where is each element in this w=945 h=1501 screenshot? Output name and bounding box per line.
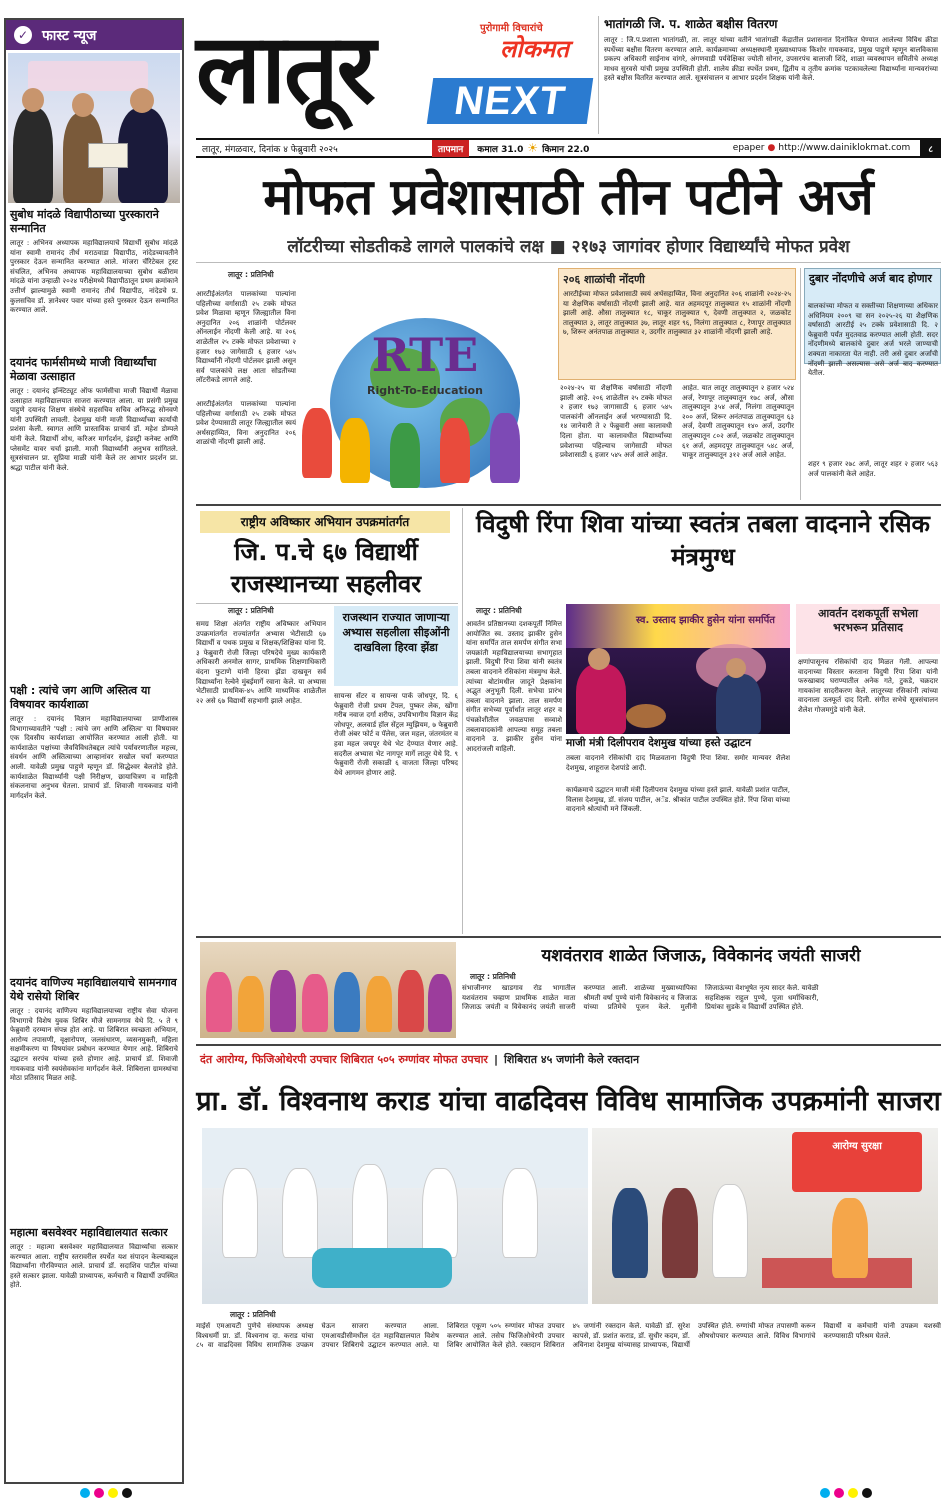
- cmyk-magenta: [94, 1488, 104, 1498]
- schools-box-title: २०६ शाळांची नोंदणी: [563, 273, 645, 286]
- doctor-3: [352, 1164, 388, 1260]
- kid-3: [390, 423, 420, 488]
- tagline: पुरोगामी विचारांचे: [480, 23, 543, 34]
- cmyk-yellow-2: [848, 1488, 858, 1498]
- sidebar-story-3: [10, 684, 178, 975]
- globe-icon: ●: [767, 143, 776, 153]
- dateline: लातूर, मंगळवार, दिनांक ४ फेब्रुवारी २०२५: [202, 144, 338, 155]
- accompanist: [716, 674, 761, 734]
- fast-news-header: [6, 20, 182, 50]
- rajasthan-kicker: राष्ट्रीय अविष्कार अभियान उपक्रमांतर्गत: [200, 511, 450, 533]
- dateline-bar: [196, 138, 941, 158]
- birthday-byline: लातूर : प्रतिनिधी: [230, 1310, 276, 1319]
- rajasthan-body: समग्र शिक्षा अंतर्गत राष्ट्रीय अविष्कार अभियान उपक्रमांतर्गत राज्यांतर्गत अभ्यास भेटीसाठी ६७ विद्यार्थी व पथक प्रमुख व शिक्षक/शिक्षिका यांना दि. ३ फेब्रुवारी रोजी जिल्हा परिषदेचे मुख्य कार्यकारी अधिकारी अनमोल सागर, प्राथमिक शिक्षणाधिकारी वंदना फुटाणे यांनी हिरवा झेंडा दाखवून सर्व विद्यार्थ्यांना रेल्वेने मुंबईमार्गे रवाना केले. या अभ्यास भेटीसाठी प्राथमिक-४५ आणि माध्यमिक शाळेतील २२ असे ६७ विद्यार्थी सहभागी झाले आहेत.: [196, 620, 326, 705]
- tabla-box: [796, 604, 940, 654]
- cmyk-black-2: [862, 1488, 872, 1498]
- top-right-body: लातूर : जि.प.प्रशाला भातांगळी, ता. लातूर यांच्या वतीने भातांगळी केंद्रातील प्रशासनात दिनांकित घेण्यात आलेल्या विविध क्रीडा स्पर्धेच्या बक्षीस वितरण करण्यात आले. कार्यक्रमाच्या अध्यक्षस्थानी मुख्याध्यापक किशोर गायकवाड, प्रमुख पाहुणे म्हणून बालविकास प्रकल्प अधिकारी साईनाथ वांगरे, अंगणवाडी पर्यवेक्षिका ज्योती सोनार, उपसरपंच बालाजी शिंदे, शाळा व्यवस्थापन समितीचे अध्यक्ष माधव सुरवसे यांची प्रमुख उपस्थिती होती. शालेय क्रीडा स्पर्धेत प्रथम, द्वितीय व तृतीय क्रमांक पटकावलेल्या विद्यार्थ्यांना मान्यवरांच्या हस्ते बक्षीस वितरित करण्यात आले. सूत्रसंचालन व आभार प्रदर्शन शिक्षक यांनी केले.: [604, 36, 938, 83]
- min-temp: किमान 22.0: [542, 144, 590, 155]
- birthday-kicker-2: शिबिरात ४५ जणांनी केले रक्तदान: [503, 1052, 640, 1066]
- attendee-1: [612, 1188, 648, 1278]
- check-icon: ✓: [14, 26, 32, 44]
- tabla-performer: [576, 664, 626, 734]
- lead-col1b: आरटीईअंतर्गत पालकांच्या पाल्यांना पहिलीच्या वर्गासाठी २५ टक्के मोफत प्रवेश देण्यासाठी लातूर जिल्ह्यातील स्वयं अर्थसहाय्यित, विना अनुदानित २०६ शाळांची नोंदणी झाली आहे.: [196, 400, 296, 447]
- sidebar-story-4: [10, 976, 178, 1217]
- story-5-title: महात्मा बसवेश्वर महाविद्यालयात सत्कार: [10, 1226, 168, 1239]
- masthead-title: लातूर: [196, 13, 374, 125]
- attendee-4: [832, 1198, 868, 1278]
- tabla-drums: [626, 704, 666, 728]
- award-photo: [8, 53, 180, 203]
- dental-chair: [312, 1248, 452, 1288]
- lead-headline: मोफत प्रवेशासाठी तीन पटीने अर्ज: [263, 168, 874, 226]
- tabla-photo-caption: माजी मंत्री दिलीपराव देशमुख यांच्या हस्ते उद्घाटन: [566, 736, 790, 754]
- student-7: [398, 970, 424, 1032]
- lead-col1: आरटीईअंतर्गत पालकांच्या पाल्यांना पहिलीच्या वर्गासाठी २५ टक्के मोफत प्रवेश मिळावा म्हणून जिल्ह्यातील विना अनुदानित २०६ शाळांनी पोर्टलवर ऑनलाईन नोंदणी केली आहे. या २०६ शाळेतील २५ टक्के मोफत प्रवेशाच्या २ हजार १७३ जागेसाठी ६ हजार ५४५ विद्यार्थ्यांनी नोंदणी पोर्टलवर झाली असून सर्व पालकांचे लक्ष आता सोडतीच्या लॉटरीकडे लागले आहे.: [196, 290, 296, 385]
- top-right-story: [604, 16, 938, 142]
- health-banner: आरोग्य सुरक्षा: [792, 1132, 922, 1192]
- student-6: [366, 976, 392, 1032]
- attendee-3: [712, 1184, 748, 1278]
- event-banner: [566, 604, 790, 648]
- cmyk-black: [122, 1488, 132, 1498]
- cmyk-yellow: [108, 1488, 118, 1498]
- kid-2: [340, 418, 370, 483]
- tabla-headline: विदुषी रिंपा शिवा यांच्या स्वतंत्र तबला वादनाने रसिक मंत्रमुग्ध: [476, 510, 930, 571]
- rajasthan-byline: लातूर : प्रतिनिधी: [228, 606, 274, 615]
- duplicate-box-title: दुबार नोंदणीचे अर्ज बाद होणार: [809, 272, 932, 285]
- doctor-1: [222, 1168, 258, 1258]
- tabla-photo: [566, 604, 790, 734]
- student-2: [238, 976, 264, 1032]
- birthday-body: माईर्स एमआयटी पुणेचे संस्थापक अध्यक्ष विश्वधर्मी प्रा. डॉ. विश्वनाथ दा. कराड यांचा ८५ वा वाढदिवस विविध सामाजिक उपक्रम घेऊन साजरा करण्यात आला. एमआयडीसीमधील दंत महाविद्यालयात विशेष उपचार शिबिराचे उद्घाटन करण्यात आले. या शिबिरात एकूण ५०५ रुग्णांवर मोफत उपचार करण्यात आले. तसेच फिजिओथेरपी उपचार शिबिर आयोजित केले होते. रक्तदान शिबिरात ४५ जणांनी रक्तदान केले. यावेळी डॉ. सुरेश कापसे, डॉ. प्रशांत कराड, डॉ. सुधीर कदम, डॉ. अविनाश देशमुख यांच्यासह प्राध्यापक, विद्यार्थी उपस्थित होते. रुग्णांची मोफत तपासणी करून औषधोपचार करण्यात आले. विविध विभागांचे विद्यार्थी व कर्मचारी यांनी उपक्रम यशस्वी करण्यासाठी परिश्रम घेतले.: [196, 1322, 941, 1350]
- sidebar-story-2: [10, 356, 178, 677]
- student-1: [206, 972, 232, 1032]
- tabla-body-2: कार्यक्रमाचे उद्घाटन माजी मंत्री दिलीपराव देशमुख यांच्या हस्ते झाले. यावेळी प्रशांत पाटील, विलास देशमुख, डॉ. संजय पाटील, अॅड. श्रीकांत पाटील उपस्थित होते. रिंपा शिवा यांच्या वादनाने श्रोत्यांची मने जिंकली.: [566, 786, 790, 814]
- cmyk-cyan: [80, 1488, 90, 1498]
- duplicate-box-body-2: शहर ९ हजार २७८ अर्ज, लातूर शहर २ हजार ५६३ अर्ज पालकांनी केले आहेत.: [808, 460, 938, 478]
- award-banner-graphic: [28, 61, 148, 91]
- rte-title: RTE: [371, 328, 479, 382]
- max-temp: कमाल 31.0: [477, 144, 524, 155]
- sidebar-story-5: [10, 1226, 178, 1453]
- duplicate-box-body: बालकांच्या मोफत व सक्तीच्या शिक्षणाच्या अधिकार अधिनियम २००९ चा सन २०२५-२६ या शैक्षणिक वर्षासाठी आरटीई २५ टक्के प्रवेशासाठी दि. २ फेब्रुवारी पर्यंत मुदतवाढ करण्यात आली होती. सदर नोंदणीमध्ये बालकांचे दुबार अर्ज भरले जाण्याची शक्यता नाकारता येत नाही. तरी असे दुबार अर्जांची नोंदणी झाली असल्यास असे अर्ज बाद करण्यात येतील.: [808, 302, 938, 378]
- story-3-body: लातूर : दयानंद विज्ञान महाविद्यालयाच्या प्राणीशास्त्र विभागाच्यावतीने 'पक्षी : त्यांचे जग आणि अस्तित्व' या विषयावर एक दिवसीय कार्यशाळा आयोजित करण्यात आली होती. या कार्यशाळेत पक्षांच्या जैवविविधतेबद्दल त्यांचे पर्यावरणातील महत्त्व, संवर्धन आणि अस्तित्वाच्या आव्हानांवर सखोल चर्चा करण्यात आली. यावेळी प्रमुख पाहुणे म्हणून डॉ. सिद्धेश्वर बेलतोडे होते. कार्यशाळेत विद्यार्थ्यांनी पक्षी निरीक्षण, छायाचित्रण व माहिती संकलनाचा अनुभव घेतला. प्राचार्य डॉ. शिवाजी गायकवाड यांनी मार्गदर्शन केले.: [10, 715, 178, 800]
- jijau-byline: लातूर : प्रतिनिधी: [470, 972, 516, 981]
- rte-subtitle: Right-To-Education: [367, 384, 483, 397]
- student-4: [302, 974, 328, 1032]
- lead-subhead: लॉटरीच्या सोडतीकडे लागले पालकांचे लक्ष ■ २१७३ जागांवर होणार विद्यार्थ्यांचे मोफत प्रवेश: [287, 237, 850, 257]
- tabla-box-title: आवर्तन दशकपूर्ती सभेला भरभरून प्रतिसाद: [817, 607, 918, 634]
- blood-donation-photo: [592, 1128, 938, 1304]
- rajasthan-box-title: राजस्थान राज्यात जाणाऱ्या अभ्यास सहलीला सीइओंनी दाखविला हिरवा झेंडा: [342, 611, 450, 654]
- story-2-title: दयानंद फार्मसीमध्ये माजी विद्यार्थ्यांचा मेळावा उत्साहात: [10, 356, 157, 383]
- kicker-divider: |: [493, 1052, 498, 1066]
- tabla-body: आवर्तन प्रतिष्ठानच्या दशकपूर्ती निमित्त आयोजित स्व. उस्ताद झाकीर हुसेन यांना समर्पित ताल समर्पण संगीत सभा जयक्रांती महाविद्यालयाच्या सभागृहात झाली. विदुषी रिंपा शिवा यांनी स्वतंत्र तबला वादनाने रसिकांना मंत्रमुग्ध केले. त्यांच्या बोटांमधील जादूने प्रेक्षकांना अद्भुत अनुभूती दिली. सभेचा प्रारंभ तबला वादनाने झाला. ताल समर्पण संगीत सभेच्या पूर्वार्धात लातूर शहर व पंचक्रोशीतील जवळपास सव्वाशे तबलावादकांनी आपल्या समूह तबला वादनाने उ. झाकीर हुसेन यांना आदरांजली वाहिली.: [466, 620, 562, 753]
- event-banner-text: स्व. उस्ताद झाकीर हुसेन यांना समर्पित: [636, 615, 775, 626]
- student-5: [334, 972, 360, 1032]
- page-number: ८: [920, 140, 941, 157]
- rajasthan-box-body: सायन्स सेंटर व सायन्स पार्क जोधपूर, दि. ६ फेब्रुवारी रोजी प्रथम टेंपल, पुष्कर लेक, खोंगा गरीब नवाज दर्गा शरीफ, उपविभागीय विज्ञान केंद्र जोधपूर, अलवार्ड हॉल सेंट्रल म्युझियम, ७ फेब्रुवारी रोजी अंबर फोर्ट व पॅलेस, जल महल, जंतरमंतर व हवा महल जयपूर येथे भेट देण्यात येणार आहे. सदरील अभ्यास भेट नागपूर मार्गे लातूर येथे दि. ९ फेब्रुवारी रोजी सकाळी ६ वाजता जिल्हा परिषद येथे आगमन होणार आहे.: [334, 692, 458, 777]
- tabla-byline: लातूर : प्रतिनिधी: [476, 606, 522, 615]
- tabla-photo-text: तबला वादनाने रसिकांची दाद मिळवताना विदुषी रिंपा शिवा. समोर मान्यवर शैलेश देशमुख, शाहूराज देशपांडे आदी.: [566, 754, 790, 772]
- jijau-headline: यशवंतराव शाळेत जिजाऊ, विवेकानंद जयंती साजरी: [541, 946, 861, 966]
- story-5-body: लातूर : महात्मा बसवेश्वर महाविद्यालयात विद्यार्थ्यांचा सत्कार करण्यात आला. राष्ट्रीय स्तरावरील स्पर्धेत यश संपादन केल्याबद्दल विद्यार्थ्यांना गौरविण्यात आले. प्राचार्य डॉ. सदाशिव पाटील यांच्या हस्ते सत्कार झाला. यावेळी प्राध्यापक, कर्मचारी व विद्यार्थी उपस्थित होते.: [10, 1243, 178, 1290]
- epaper-label[interactable]: epaper: [732, 143, 765, 153]
- kid-5: [490, 413, 520, 483]
- sun-icon: ☀: [527, 141, 539, 155]
- dental-camp-photo: [202, 1128, 588, 1304]
- fast-news-label: फास्ट न्यूज: [42, 27, 97, 44]
- top-right-title: भातांगळी जि. प. शाळेत बक्षीस वितरण: [604, 17, 778, 31]
- tabla-box-body: क्षणांपासूनच रसिकांची दाद मिळत गेली. आपल्या वादनाच्या विस्तार करताना विदुषी रिंपा शिवा यांनी फरुखाबाद घराण्यातील अनेक गते, टुकडे, चक्रदार गायकांना सादरीकरण केले. लातूरच्या रसिकांनी त्यांच्या वादनाला उत्स्फूर्त दाद दिली. संगीत सभेचे सूत्रसंचालन शैलेश गोजमगुंडे यांनी केले.: [798, 658, 938, 714]
- schools-box: [558, 268, 796, 380]
- attendee-2: [662, 1188, 698, 1278]
- lead-col3: २०२४-२५ या शैक्षणिक वर्षासाठी नोंदणी झाली आहे. २०६ शाळेतील २५ टक्के मोफत २ हजार १७३ जागासाठी ६ हजार ५४५ पालकांनी ऑनलाईन अर्ज भरण्यासाठी दि. १४ जानेवारी ते २ फेब्रुवारी असा कालावधी दिला होता. या कालावधीत विद्यार्थ्यांच्या प्रवेशाच्या पहिल्याच जागेसाठी मोफत प्रवेशासाठी ६ हजार ५४५ अर्ज आले आहेत.: [560, 384, 672, 460]
- temperature-label: तापमान: [432, 140, 469, 157]
- story-1-body: लातूर : अभिनव अध्यापक महाविद्यालयाचे विद्यार्थी सुबोध मांदळे यांना स्वामी रामानंद तीर्थ मराठवाडा विद्यापीठ, नांदेडच्यावतीने पुरस्कार देऊन सन्मानित करण्यात आले. मांजरा चॅरिटेबल ट्रस्ट संचलित, अभिनव अध्यापक महाविद्यालयाच्या सुबोध बळीराम मांदळे यांना उन्हाळी २०२४ परीक्षेमध्ये विद्यापीठातून प्रथम क्रमांकाने उत्तीर्ण झाल्यामुळे स्वामी रामानंद तीर्थ विद्यापीठ, नांदेडचे प्र. कुलसचिव डॉ. ज्ञानेश्वर पवार यांच्या हस्ते पुरस्कार देऊन सन्मानित करण्यात आले.: [10, 239, 178, 315]
- doctor-2: [282, 1168, 318, 1258]
- doctor-5: [502, 1168, 538, 1258]
- student-8: [428, 974, 452, 1032]
- sidebar-story-1: [10, 208, 178, 345]
- rajasthan-headline: जि. प.चे ६७ विद्यार्थी राजस्थानच्या सहलीवर: [230, 538, 422, 598]
- story-3-title: पक्षी : त्यांचे जग आणि अस्तित्व या विषयावर कार्यशाळा: [10, 684, 151, 711]
- cmyk-cyan-2: [820, 1488, 830, 1498]
- story-2-body: लातूर : दयानंद इन्स्टिट्यूट ऑफ फार्मसीचा माजी विद्यार्थी मेळावा उत्साहात महाविद्यालयात साजरा करण्यात आला. या प्रसंगी प्रमुख पाहुणे दयानंद शिक्षण संस्थेचे सहसचिव सचिव अनिरुद्ध सोनवणे यांनी उपस्थिती लावली. देशमुख यांनी माजी विद्यार्थ्यांच्या कार्याची प्रशंसा केली. स्वागत आणि प्रास्ताविक प्राचार्य डॉ. महेश डोम्पले यांनी केले. विद्यार्थी शोध, करिअर मार्गदर्शन, इंडस्ट्री कनेक्ट आणि प्लेसमेंट यावर चर्चा झाली. माजी विद्यार्थ्यांनी अनुभव सांगितले. सूत्रसंचालन प्रा. सुप्रिया माळी यांनी केले तर आभार प्रदर्शन प्रा. श्रद्धा पाटील यांनी केले.: [10, 387, 178, 472]
- birthday-kicker: दंत आरोग्य, फिजिओथेरपी उपचार शिबिरात ५०५ रुग्णांवर मोफत उपचार: [200, 1052, 488, 1066]
- story-1-title: सुबोध मांदळे विद्यापीठाच्या पुरस्काराने सन्मानित: [10, 208, 159, 235]
- cmyk-magenta-2: [834, 1488, 844, 1498]
- birthday-headline: प्रा. डॉ. विश्वनाथ कराड यांचा वाढदिवस विविध सामाजिक उपक्रमांनी साजरा: [196, 1086, 941, 1117]
- kid-4: [440, 418, 470, 483]
- lead-col4: आहेत. यात लातूर तालुक्यातून २ हजार ५२४ अर्ज, रेणापूर तालुक्यातून १७८ अर्ज, औसा तालुक्यातून ३५४ अर्ज, निलंगा तालुक्यातून २०० अर्ज, शिरूर अनंतपाळ तालुक्यातून ६३ अर्ज, देवणी तालुक्यातून १४० अर्ज, उदगीर तालुक्यातून ८०२ अर्ज, जळकोट तालुक्यातून ६१ अर्ज, अहमदपूर तालुक्यातून ५४८ अर्ज, चाकूर तालुक्यातून ३१२ अर्ज आले आहेत.: [682, 384, 794, 460]
- website-url[interactable]: http://www.dainiklokmat.com: [778, 143, 911, 153]
- story-4-title: दयानंद वाणिज्य महाविद्यालयाचे सामनगाव येथे रासेयो शिबिर: [10, 976, 177, 1003]
- jijau-photo: [200, 942, 456, 1038]
- doctor-4: [422, 1168, 458, 1258]
- person-1: [13, 108, 53, 203]
- rte-graphic: [300, 288, 552, 500]
- lokmat-logo: लोकमत: [500, 35, 569, 63]
- rajasthan-box: [334, 606, 458, 686]
- story-4-body: लातूर : दयानंद वाणिज्य महाविद्यालयाच्या राष्ट्रीय सेवा योजना विभागाचे विशेष युवक शिबिर मौजे सामनगाव येथे दि. ५ ते ९ फेब्रुवारी दरम्यान संपन्न होत आहे. या शिबिरात स्वच्छता अभियान, आरोग्य तपासणी, वृक्षारोपण, जलसंधारण, व्यसनमुक्ती, महिला सक्षमीकरण या विषयांवर प्रबोधन करण्यात येणार आहे. शिबिराचे उद्घाटन सरपंच यांच्या हस्ते होणार आहे. प्राचार्य डॉ. शिवाजी गायकवाड यांनी स्वयंसेवकांना मार्गदर्शन केले. शिबिराला ग्रामस्थांचा मोठा प्रतिसाद मिळत आहे.: [10, 1007, 178, 1083]
- birthday-kicker-bar: [200, 1050, 940, 1068]
- kid-1: [302, 408, 332, 478]
- certificate: [88, 143, 128, 168]
- next-logo: NEXT: [427, 78, 593, 124]
- schools-box-body: आरटीईच्या मोफत प्रवेशासाठी स्वयं अर्थसहाय्यित, विना अनुदानित २०६ शाळांनी २०२४-२५ या शैक्षणिक वर्षासाठी नोंदणी झाली आहे. यात अहमदपूर तालुक्यात १५ शाळांनी नोंदणी झाली आहे. औसा तालुक्यात १८, चाकूर तालुक्यात ९, देवणी तालुक्यात २, जळकोट तालुक्यात ३, लातूर तालुक्यात ३७, लातूर शहर ९६, निलंगा तालुक्यात ८, रेणापूर तालुक्यात ७, शिरूर अनंतपाळ तालुक्यात २, उदगीर तालुक्यात ३२ शाळांनी नोंदणी झाली आहे.: [563, 290, 791, 337]
- jijau-body: संभाजीनगर खाडगाव रोड भागातील यशवंतराव चव्हाण प्राथमिक शाळेत माता जिजाऊ जयंती व विवेकानंद जयंती साजरी करण्यात आली. शाळेच्या मुख्याध्यापिका श्रीमती वर्षा पुण्ये यांनी विवेकानंद व जिजाऊ यांच्या प्रतिमेचे पूजन केले. मुलींनी जिजाऊंच्या वेशभूषेत नृत्य सादर केले. यावेळी सहशिक्षक राहुल पुण्ये, पूजा धर्माधिकारी, प्रियांका सुडके व विद्यार्थी उपस्थित होते.: [462, 984, 819, 1012]
- lead-byline: लातूर : प्रतिनिधी: [228, 270, 274, 279]
- student-3: [270, 970, 296, 1032]
